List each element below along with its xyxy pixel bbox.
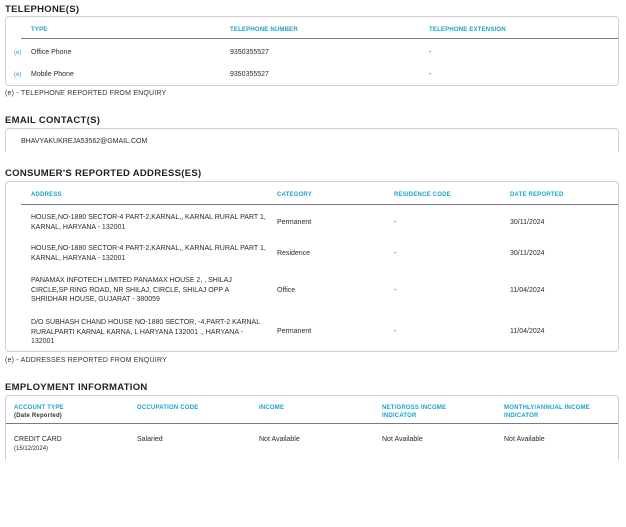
employment-section-title: EMPLOYMENT INFORMATION	[5, 382, 148, 393]
col-header-residence-code: RESIDENCE CODE	[394, 192, 451, 198]
header-divider	[6, 423, 618, 424]
col-header-address: ADDRESS	[31, 192, 62, 198]
telephone-type: Office Phone	[31, 49, 72, 56]
monthly-annual-value: Not Available	[504, 436, 545, 443]
telephone-extension: -	[429, 71, 432, 78]
addresses-section-title: CONSUMER'S REPORTED ADDRESS(ES)	[5, 168, 202, 179]
address-category: Residence	[277, 250, 311, 257]
col-header-income: INCOME	[259, 405, 285, 411]
telephone-number: 9350355527	[230, 71, 269, 78]
account-type-label: ACCOUNT TYPE	[14, 405, 64, 411]
col-header-type: TYPE	[31, 27, 48, 33]
col-header-category: CATEGORY	[277, 192, 312, 198]
address-text: PANAMAX INFOTECH LIMITED PANAMAX HOUSE 2, , SHILAJ CIRCLE,SP RING ROAD, NR SHILAJ, CIRCLE, SHILAJ OPP A SHRIDHAR HOUSE, GUJARAT - 380059	[31, 277, 232, 304]
income-indicator-value: Not Available	[382, 436, 423, 443]
email-section-title: EMAIL CONTACT(S)	[5, 115, 101, 126]
col-header-date-reported: DATE REPORTED	[510, 192, 564, 198]
telephones-note: (e) - TELEPHONE REPORTED FROM ENQUIRY	[5, 90, 167, 97]
col-header-telephone-extension: TELEPHONE EXTENSION	[429, 27, 506, 33]
telephones-table	[5, 16, 619, 86]
address-date-reported: 11/04/2024	[510, 328, 545, 335]
address-category: Office	[277, 287, 296, 294]
address-residence-code: -	[394, 219, 397, 226]
email-value: BHAVYAKUKREJA53562@GMAIL.COM	[21, 138, 148, 145]
address-category: Permanent	[277, 328, 312, 335]
col-header-occupation-code: OCCUPATION CODE	[137, 405, 199, 411]
date-reported-sublabel: (Date Reported)	[14, 412, 63, 419]
header-divider	[21, 38, 618, 39]
address-date-reported: 30/11/2024	[510, 250, 545, 257]
addresses-note: (e) - ADDRESSES REPORTED FROM ENQUIRY	[5, 357, 167, 364]
address-date-reported: 11/04/2024	[510, 287, 545, 294]
address-text: HOUSE,NO-1880 SECTOR-4 PART-2,KARNAL,, KARNAL RURAL PART 1, KARNAL, HARYANA - 132001	[31, 214, 266, 231]
telephone-number: 9350355527	[230, 49, 269, 56]
col-header-income-indicator: NET/GROSS INCOME INDICATOR	[382, 405, 447, 419]
col-header-monthly-annual: MONTHLY/ANNUAL INCOME INDICATOR	[504, 405, 590, 419]
enquiry-tag: (e)	[14, 50, 22, 56]
occupation-code-value: Salaried	[137, 436, 163, 443]
col-header-telephone-number: TELEPHONE NUMBER	[230, 27, 298, 33]
email-box	[5, 128, 619, 152]
address-date-reported: 30/11/2024	[510, 219, 545, 226]
address-residence-code: -	[394, 250, 397, 257]
addresses-table	[5, 181, 619, 352]
address-residence-code: -	[394, 328, 397, 335]
address-category: Permanent	[277, 219, 312, 226]
employment-table	[5, 395, 619, 461]
date-reported-value: (15/12/2024)	[14, 445, 49, 452]
address-residence-code: -	[394, 287, 397, 294]
telephone-extension: -	[429, 49, 432, 56]
address-text: D/O SUBHASH CHAND HOUSE NO-1880 SECTOR, -4,PART-2 KARNAL RURALPARTI KARNAL KARNA, L HARYANA 132001 ., HARYANA - 132001	[31, 319, 260, 346]
address-text: HOUSE,NO-1880 SECTOR-4 PART-2,KARNAL,, KARNAL RURAL PART 1, KARNAL, HARYANA - 132001	[31, 245, 266, 262]
col-header-account-type	[14, 405, 64, 420]
enquiry-tag: (e)	[14, 72, 22, 78]
header-divider	[21, 204, 618, 205]
employment-account-type	[14, 435, 62, 453]
telephone-type: Mobile Phone	[31, 71, 74, 78]
telephones-section-title: TELEPHONE(S)	[5, 4, 80, 15]
income-value: Not Available	[259, 436, 300, 443]
account-type-value: CREDIT CARD	[14, 436, 62, 443]
